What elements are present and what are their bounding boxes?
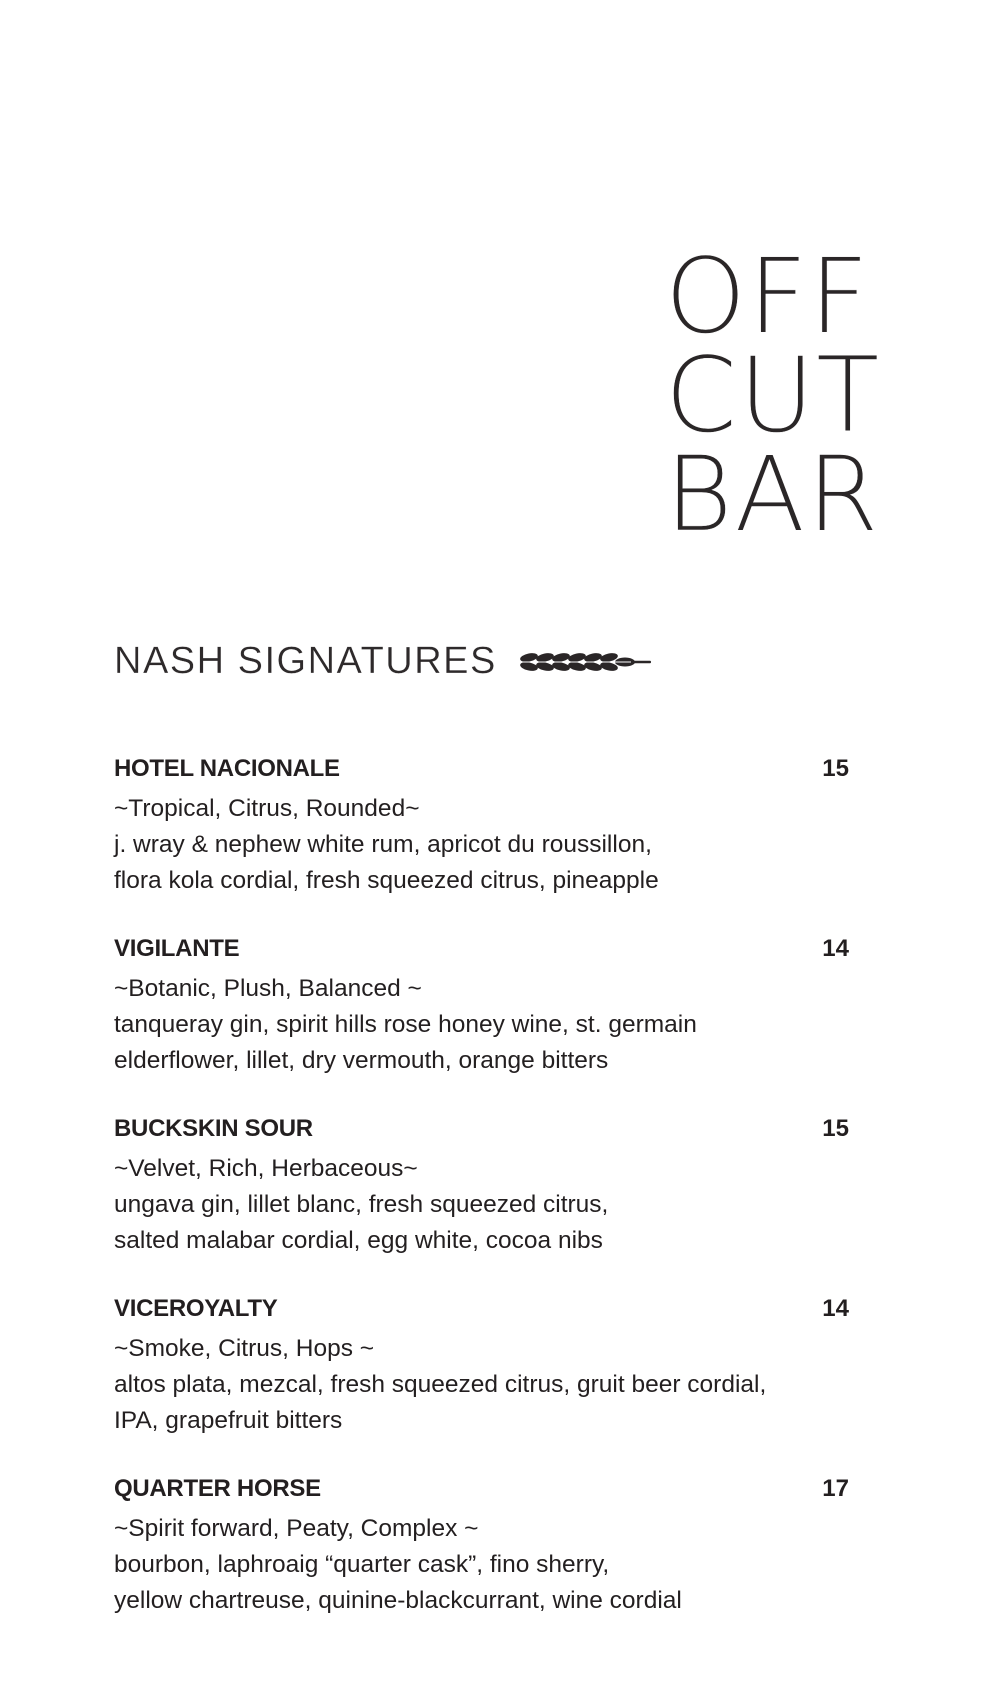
bar-logo bbox=[665, 237, 905, 555]
item-tagline: ~Smoke, Citrus, Hops ~ bbox=[114, 1335, 375, 1362]
item-tagline: ~Tropical, Citrus, Rounded~ bbox=[114, 795, 420, 822]
logo-line-off: OFF bbox=[665, 237, 871, 357]
item-tagline: ~Botanic, Plush, Balanced ~ bbox=[114, 975, 422, 1002]
item-ingredients-line: salted malabar cordial, egg white, cocoa nibs bbox=[114, 1227, 603, 1254]
item-ingredients-line: ungava gin, lillet blanc, fresh squeezed citrus, bbox=[114, 1191, 609, 1218]
wheat-icon bbox=[519, 650, 653, 674]
section-title: NASH SIGNATURES bbox=[114, 640, 497, 682]
logo-line-cut: CUT bbox=[665, 336, 882, 456]
section-header bbox=[114, 640, 653, 683]
item-name: HOTEL NACIONALE bbox=[114, 755, 340, 782]
menu-list bbox=[114, 755, 849, 1655]
menu-item bbox=[114, 1295, 849, 1475]
logo-line-bar: BAR bbox=[665, 435, 881, 555]
item-ingredients-line: yellow chartreuse, quinine-blackcurrant, wine cordial bbox=[114, 1587, 682, 1614]
item-header-row bbox=[114, 1115, 849, 1151]
item-ingredients-line: tanqueray gin, spirit hills rose honey wine, st. germain bbox=[114, 1011, 697, 1038]
menu-item bbox=[114, 1115, 849, 1295]
menu-item bbox=[114, 935, 849, 1115]
item-name: VIGILANTE bbox=[114, 935, 240, 962]
item-header-row bbox=[114, 755, 849, 791]
item-price: 15 bbox=[822, 755, 849, 782]
menu-item bbox=[114, 755, 849, 935]
item-price: 14 bbox=[822, 935, 849, 962]
item-price: 17 bbox=[822, 1475, 849, 1502]
item-name: QUARTER HORSE bbox=[114, 1475, 321, 1502]
item-header-row bbox=[114, 1295, 849, 1331]
item-price: 15 bbox=[822, 1115, 849, 1142]
item-header-row bbox=[114, 1475, 849, 1511]
item-ingredients-line: flora kola cordial, fresh squeezed citrus, pineapple bbox=[114, 867, 659, 894]
item-ingredients-line: altos plata, mezcal, fresh squeezed citrus, gruit beer cordial, bbox=[114, 1371, 767, 1398]
item-header-row bbox=[114, 935, 849, 971]
item-name: BUCKSKIN SOUR bbox=[114, 1115, 313, 1142]
menu-item bbox=[114, 1475, 849, 1655]
item-tagline: ~Velvet, Rich, Herbaceous~ bbox=[114, 1155, 418, 1182]
item-ingredients-line: IPA, grapefruit bitters bbox=[114, 1407, 343, 1434]
item-price: 14 bbox=[822, 1295, 849, 1322]
item-name: VICEROYALTY bbox=[114, 1295, 278, 1322]
item-tagline: ~Spirit forward, Peaty, Complex ~ bbox=[114, 1515, 479, 1542]
item-ingredients-line: elderflower, lillet, dry vermouth, orange bitters bbox=[114, 1047, 609, 1074]
item-ingredients-line: j. wray & nephew white rum, apricot du roussillon, bbox=[114, 831, 652, 858]
item-ingredients-line: bourbon, laphroaig “quarter cask”, fino sherry, bbox=[114, 1551, 610, 1578]
